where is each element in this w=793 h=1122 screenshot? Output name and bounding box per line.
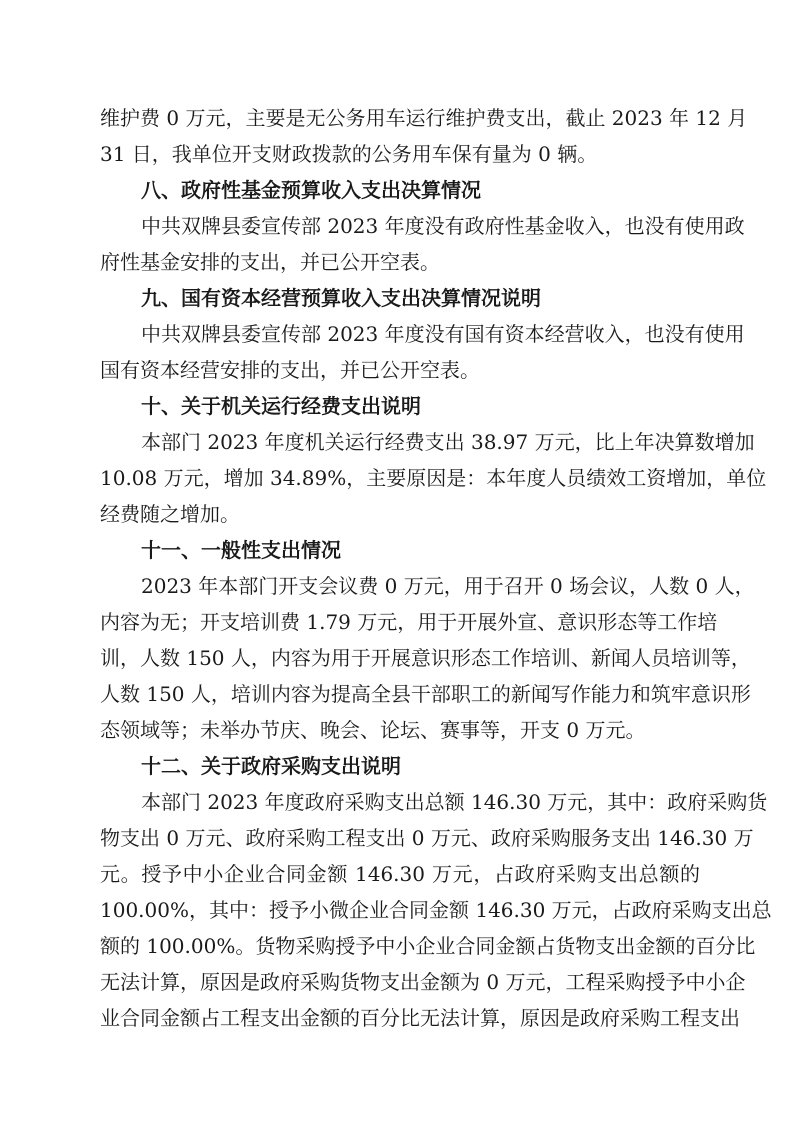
section-heading: 十二、关于政府采购支出说明 (141, 754, 401, 778)
paragraph-line: 100.00%，其中：授予小微企业合同金额 146.30 万元，占政府采购支出总 (100, 898, 772, 922)
paragraph-line: 国有资本经营安排的支出，并已公开空表。 (100, 358, 480, 382)
paragraph-line: 本部门 2023 年度政府采购支出总额 146.30 万元，其中：政府采购货 (141, 790, 768, 814)
paragraph-line: 训，人数 150 人，内容为用于开展意识形态工作培训、新闻人员培训等， (100, 646, 751, 670)
section-heading: 十、关于机关运行经费支出说明 (141, 394, 421, 418)
section-heading: 十一、一般性支出情况 (141, 538, 341, 562)
paragraph-line: 10.08 万元，增加 34.89%，主要原因是：本年度人员绩效工资增加，单位 (100, 466, 767, 490)
section-heading: 九、国有资本经营预算收入支出决算情况说明 (141, 286, 541, 310)
paragraph-line: 维护费 0 万元，主要是无公务用车运行维护费支出，截止 2023 年 12 月 (100, 106, 748, 130)
paragraph-line: 2023 年本部门开支会议费 0 万元，用于召开 0 场会议，人数 0 人， (141, 574, 755, 598)
section-heading: 八、政府性基金预算收入支出决算情况 (141, 178, 481, 202)
paragraph-line: 内容为无；开支培训费 1.79 万元，用于开展外宣、意识形态等工作培 (100, 610, 718, 634)
paragraph-line: 无法计算，原因是政府采购货物支出金额为 0 万元，工程采购授予中小企 (100, 970, 746, 994)
paragraph-line: 态领域等；未举办节庆、晚会、论坛、赛事等，开支 0 万元。 (100, 718, 646, 742)
paragraph-line: 31 日，我单位开支财政拨款的公务用车保有量为 0 辆。 (100, 142, 598, 166)
paragraph-line: 元。授予中小企业合同金额 146.30 万元，占政府采购支出总额的 (100, 862, 700, 886)
document-page (100, 100, 772, 1036)
paragraph-line: 府性基金安排的支出，并已公开空表。 (100, 250, 440, 274)
paragraph-line: 业合同金额占工程支出金额的百分比无法计算，原因是政府采购工程支出 (100, 1006, 740, 1030)
paragraph-line: 人数 150 人，培训内容为提高全县干部职工的新闻写作能力和筑牢意识形 (100, 682, 751, 706)
paragraph-line: 本部门 2023 年度机关运行经费支出 38.97 万元，比上年决算数增加 (141, 430, 755, 454)
paragraph-line: 额的 100.00%。货物采购授予中小企业合同金额占货物支出金额的百分比 (100, 934, 756, 958)
paragraph-line: 中共双牌县委宣传部 2023 年度没有政府性基金收入，也没有使用政 (141, 214, 745, 238)
paragraph-line: 中共双牌县委宣传部 2023 年度没有国有资本经营收入，也没有使用 (141, 322, 745, 346)
paragraph-line: 物支出 0 万元、政府采购工程支出 0 万元、政府采购服务支出 146.30 万 (100, 826, 754, 850)
paragraph-line: 经费随之增加。 (100, 502, 240, 526)
